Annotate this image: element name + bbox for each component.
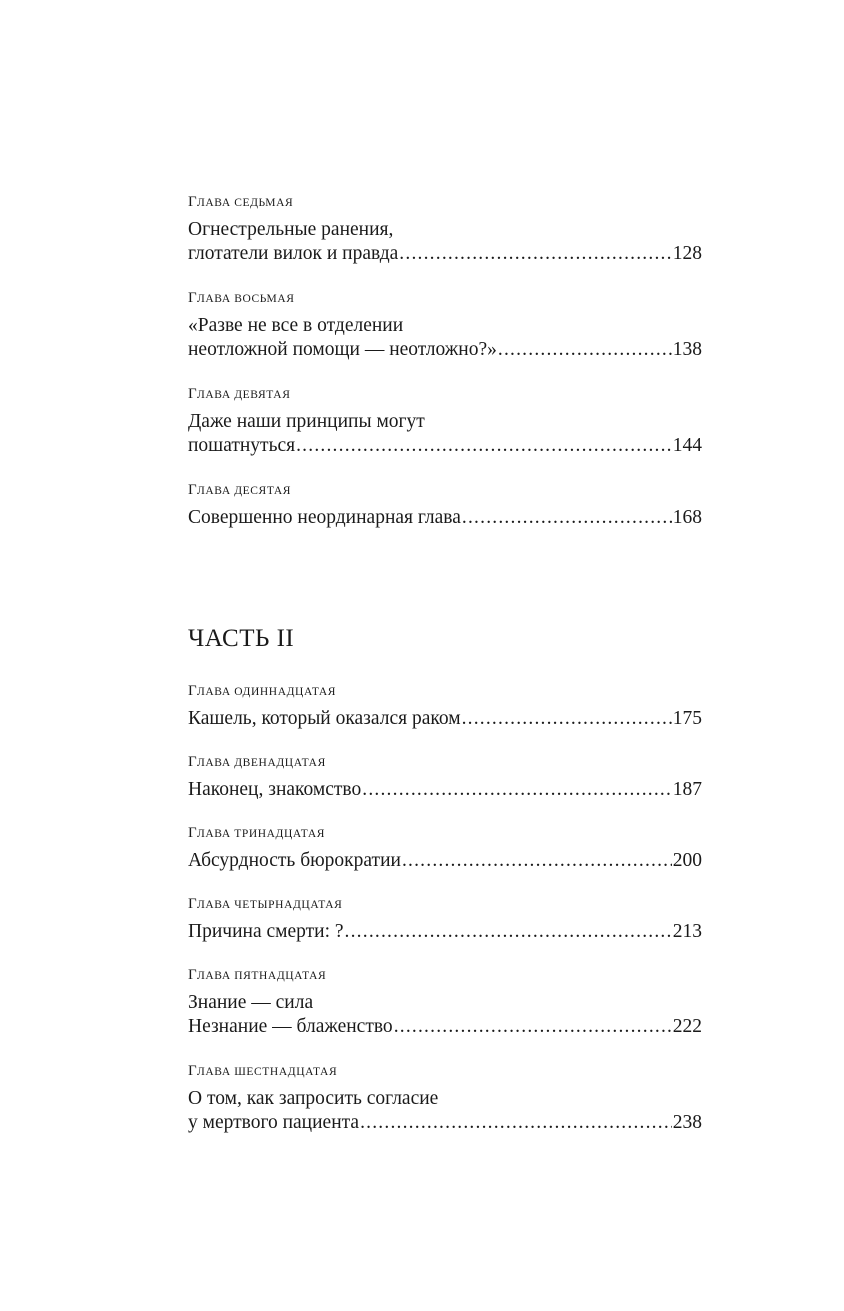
dot-leader [399, 242, 671, 266]
chapter-title-line: «Разве не все в отделении [188, 315, 404, 336]
page-number: 187 [672, 779, 702, 800]
toc-entry-chapter-12 [188, 753, 702, 802]
page-number: 200 [672, 850, 702, 871]
dot-leader [296, 434, 672, 458]
toc-entry-chapter-13 [188, 824, 702, 873]
chapter-title-text: Совершенно неординарная глава [188, 507, 461, 528]
chapter-label: ГЛАВА ДЕВЯТАЯ [188, 386, 291, 402]
chapter-title-leader-line [188, 920, 702, 944]
chapter-title-line: Даже наши принципы могут [188, 411, 425, 432]
chapter-label: ГЛАВА ДВЕНАДЦАТАЯ [188, 754, 326, 770]
page-number: 238 [672, 1112, 702, 1133]
dot-leader [498, 338, 672, 362]
toc-entry-chapter-9 [188, 385, 702, 458]
chapter-label: ГЛАВА ДЕСЯТАЯ [188, 482, 292, 498]
chapter-title-text: глотатели вилок и правда [188, 243, 399, 264]
chapter-title-leader-line [188, 434, 702, 458]
page-number: 144 [672, 435, 702, 456]
chapter-title-text: неотложной помощи — неотложно?» [188, 339, 497, 360]
page-number: 128 [672, 243, 702, 264]
dot-leader [462, 506, 672, 530]
chapter-title-text: Кашель, который оказался раком [188, 708, 461, 729]
dot-leader [362, 778, 672, 802]
chapter-label: ГЛАВА ТРИНАДЦАТАЯ [188, 825, 326, 841]
chapter-label: ГЛАВА ПЯТНАДЦАТАЯ [188, 967, 327, 983]
chapter-title-leader-line [188, 849, 702, 873]
chapter-title-text: у мертвого пациента [188, 1112, 360, 1133]
page-number: 213 [672, 921, 702, 942]
chapter-label: ГЛАВА ШЕСТНАДЦАТАЯ [188, 1063, 338, 1079]
toc-entry-chapter-15 [188, 966, 702, 1039]
toc-entry-chapter-8 [188, 289, 702, 362]
chapter-title-line: О том, как запросить согласие [188, 1088, 439, 1109]
chapter-title-text: Причина смерти: ? [188, 921, 344, 942]
toc-entry-chapter-10 [188, 481, 702, 530]
dot-leader [462, 707, 672, 731]
chapter-title-text: пошатнуться [188, 435, 296, 456]
toc-entry-chapter-16 [188, 1062, 702, 1135]
chapter-title-text: Наконец, знакомство [188, 779, 362, 800]
chapter-title-text: Незнание — блаженство [188, 1016, 393, 1037]
part-title: ЧАСТЬ II [188, 625, 295, 652]
page-number: 175 [672, 708, 702, 729]
chapter-label: ГЛАВА ОДИННАДЦАТАЯ [188, 683, 337, 699]
dot-leader [360, 1111, 672, 1135]
dot-leader [402, 849, 672, 873]
toc-entry-chapter-11 [188, 682, 702, 731]
chapter-label: ГЛАВА ВОСЬМАЯ [188, 290, 295, 306]
chapter-title-leader-line [188, 242, 702, 266]
chapter-label: ГЛАВА СЕДЬМАЯ [188, 194, 294, 210]
chapter-title-leader-line [188, 778, 702, 802]
page-number: 138 [672, 339, 702, 360]
page-number: 168 [672, 507, 702, 528]
dot-leader [345, 920, 672, 944]
chapter-title-line: Знание — сила [188, 992, 314, 1013]
toc-entry-chapter-7 [188, 193, 702, 266]
chapter-title-leader-line [188, 1015, 702, 1039]
chapter-title-leader-line [188, 506, 702, 530]
page-number: 222 [672, 1016, 702, 1037]
toc-entry-chapter-14 [188, 895, 702, 944]
dot-leader [394, 1015, 672, 1039]
chapter-title-leader-line [188, 707, 702, 731]
chapter-title-leader-line [188, 1111, 702, 1135]
chapter-title-leader-line [188, 338, 702, 362]
chapter-title-text: Абсурдность бюрократии [188, 850, 401, 871]
chapter-label: ГЛАВА ЧЕТЫРНАДЦАТАЯ [188, 896, 343, 912]
chapter-title-line: Огнестрельные ранения, [188, 219, 394, 240]
